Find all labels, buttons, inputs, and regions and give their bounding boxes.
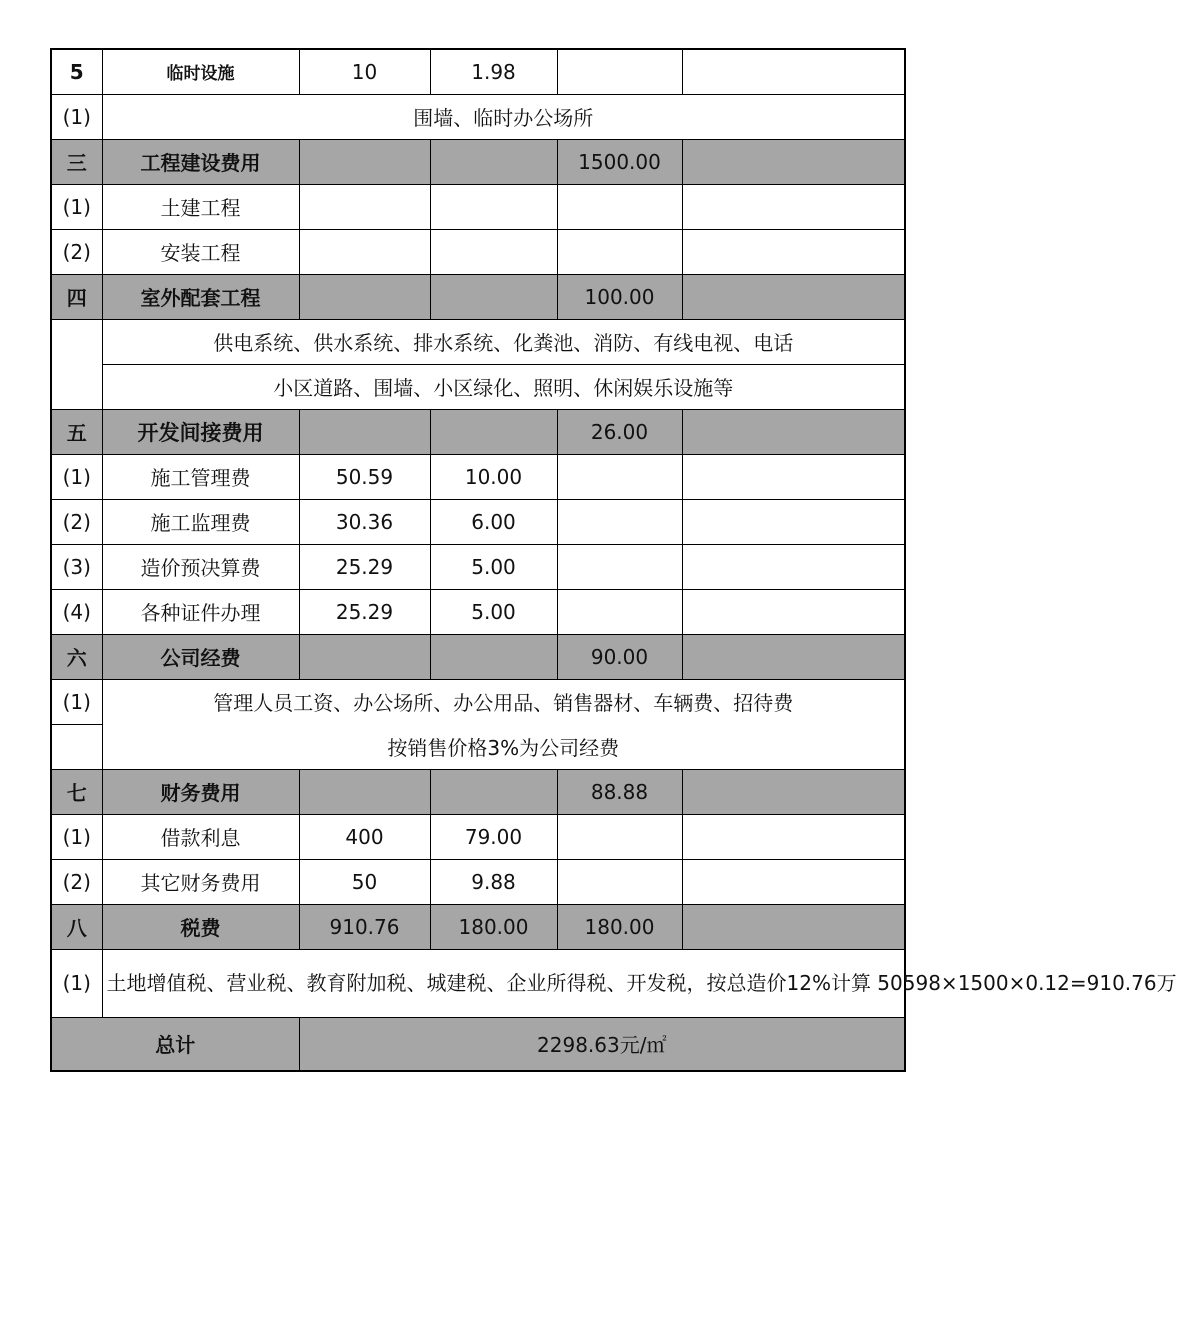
section-name: 公司经费 xyxy=(102,634,299,679)
cell-value xyxy=(299,139,430,184)
row-index: (4) xyxy=(51,589,102,634)
table-row xyxy=(51,679,905,724)
cell-value: 9.88 xyxy=(430,859,557,904)
table-row xyxy=(51,589,905,634)
cell-value xyxy=(557,859,682,904)
row-note: 供电系统、供水系统、排水系统、化粪池、消防、有线电视、电话 xyxy=(102,319,905,364)
item-name: 土建工程 xyxy=(102,184,299,229)
cell-value xyxy=(557,499,682,544)
cell-value: 50.59 xyxy=(299,454,430,499)
item-name: 施工监理费 xyxy=(102,499,299,544)
cell-value xyxy=(682,49,905,94)
section-row xyxy=(51,409,905,454)
cell-value: 30.36 xyxy=(299,499,430,544)
section-index: 七 xyxy=(51,769,102,814)
item-name: 其它财务费用 xyxy=(102,859,299,904)
cell-value xyxy=(299,184,430,229)
cell-value xyxy=(682,454,905,499)
cell-value xyxy=(682,274,905,319)
cell-value xyxy=(299,274,430,319)
table-row xyxy=(51,859,905,904)
section-index: 八 xyxy=(51,904,102,949)
cell-value xyxy=(430,274,557,319)
cell-value xyxy=(682,859,905,904)
cell-value xyxy=(430,769,557,814)
cell-value xyxy=(430,139,557,184)
cell-value: 100.00 xyxy=(557,274,682,319)
section-row xyxy=(51,139,905,184)
row-index: (1) xyxy=(51,949,102,1017)
cell-value xyxy=(430,229,557,274)
row-index: 5 xyxy=(51,49,102,94)
cell-value: 6.00 xyxy=(430,499,557,544)
section-row xyxy=(51,634,905,679)
section-name: 工程建设费用 xyxy=(102,139,299,184)
cell-value: 10.00 xyxy=(430,454,557,499)
cell-value: 26.00 xyxy=(557,409,682,454)
section-index: 六 xyxy=(51,634,102,679)
cell-value: 25.29 xyxy=(299,544,430,589)
cell-value: 180.00 xyxy=(430,904,557,949)
section-index: 五 xyxy=(51,409,102,454)
cost-table xyxy=(50,48,1177,1072)
cell-value: 79.00 xyxy=(430,814,557,859)
cell-value: 25.29 xyxy=(299,589,430,634)
cell-value: 180.00 xyxy=(557,904,682,949)
item-name: 借款利息 xyxy=(102,814,299,859)
cell-value xyxy=(682,499,905,544)
cell-value: 400 xyxy=(299,814,430,859)
cell-value: 88.88 xyxy=(557,769,682,814)
cell-value xyxy=(557,454,682,499)
row-index xyxy=(51,319,102,409)
cell-value xyxy=(557,544,682,589)
row-index: (1) xyxy=(51,814,102,859)
total-label: 总计 xyxy=(51,1017,299,1071)
cell-value xyxy=(682,139,905,184)
cell-value xyxy=(557,229,682,274)
section-row xyxy=(51,904,905,949)
section-index: 四 xyxy=(51,274,102,319)
row-note: 土地增值税、营业税、教育附加税、城建税、企业所得税、开发税，按总造价12%计算 50598×1500×0.12=910.76万 xyxy=(102,949,905,1017)
cell-value xyxy=(682,229,905,274)
row-index: (3) xyxy=(51,544,102,589)
item-name: 造价预决算费 xyxy=(102,544,299,589)
cell-value xyxy=(557,589,682,634)
cell-value xyxy=(682,769,905,814)
row-index: (2) xyxy=(51,499,102,544)
cell-value xyxy=(299,409,430,454)
table-row xyxy=(51,814,905,859)
row-note: 小区道路、围墙、小区绿化、照明、休闲娱乐设施等 xyxy=(102,364,905,409)
table-row xyxy=(51,724,905,769)
cell-value: 5.00 xyxy=(430,589,557,634)
row-note: 围墙、临时办公场所 xyxy=(102,94,905,139)
item-name: 施工管理费 xyxy=(102,454,299,499)
cell-value xyxy=(557,814,682,859)
item-name: 临时设施 xyxy=(102,49,299,94)
cell-value xyxy=(299,634,430,679)
cell-value xyxy=(682,814,905,859)
item-name: 安装工程 xyxy=(102,229,299,274)
table-row xyxy=(51,364,905,409)
cell-value: 50 xyxy=(299,859,430,904)
cell-value xyxy=(430,184,557,229)
cell-value xyxy=(557,184,682,229)
table-row xyxy=(51,319,905,364)
cell-value xyxy=(682,409,905,454)
section-name: 室外配套工程 xyxy=(102,274,299,319)
section-row xyxy=(51,274,905,319)
row-index: (1) xyxy=(51,184,102,229)
total-value: 2298.63元/㎡ xyxy=(299,1017,905,1071)
cell-value: 1.98 xyxy=(430,49,557,94)
table-row xyxy=(51,184,905,229)
section-index: 三 xyxy=(51,139,102,184)
row-index: (2) xyxy=(51,859,102,904)
row-index: (2) xyxy=(51,229,102,274)
table-row xyxy=(51,499,905,544)
row-index xyxy=(51,724,102,769)
item-name: 各种证件办理 xyxy=(102,589,299,634)
row-index: (1) xyxy=(51,454,102,499)
row-note: 管理人员工资、办公场所、办公用品、销售器材、车辆费、招待费 xyxy=(102,679,905,724)
row-index: (1) xyxy=(51,94,102,139)
cell-value xyxy=(557,49,682,94)
section-name: 财务费用 xyxy=(102,769,299,814)
cell-value xyxy=(299,769,430,814)
table-row xyxy=(51,49,905,94)
table-row xyxy=(51,544,905,589)
section-name: 开发间接费用 xyxy=(102,409,299,454)
table-row xyxy=(51,94,905,139)
total-row xyxy=(51,1017,905,1071)
section-row xyxy=(51,769,905,814)
cell-value xyxy=(682,904,905,949)
cell-value: 90.00 xyxy=(557,634,682,679)
row-note: 按销售价格3%为公司经费 xyxy=(102,724,905,769)
cell-value: 5.00 xyxy=(430,544,557,589)
table-row xyxy=(51,454,905,499)
cell-value xyxy=(682,544,905,589)
cell-value: 1500.00 xyxy=(557,139,682,184)
cell-value: 10 xyxy=(299,49,430,94)
row-index: (1) xyxy=(51,679,102,724)
cell-value: 910.76 xyxy=(299,904,430,949)
section-name: 税费 xyxy=(102,904,299,949)
cell-value xyxy=(430,634,557,679)
cell-value xyxy=(299,229,430,274)
cell-value xyxy=(682,634,905,679)
cell-value xyxy=(430,409,557,454)
cell-value xyxy=(682,184,905,229)
cell-value xyxy=(682,589,905,634)
table-row xyxy=(51,229,905,274)
table-row xyxy=(51,949,905,1017)
